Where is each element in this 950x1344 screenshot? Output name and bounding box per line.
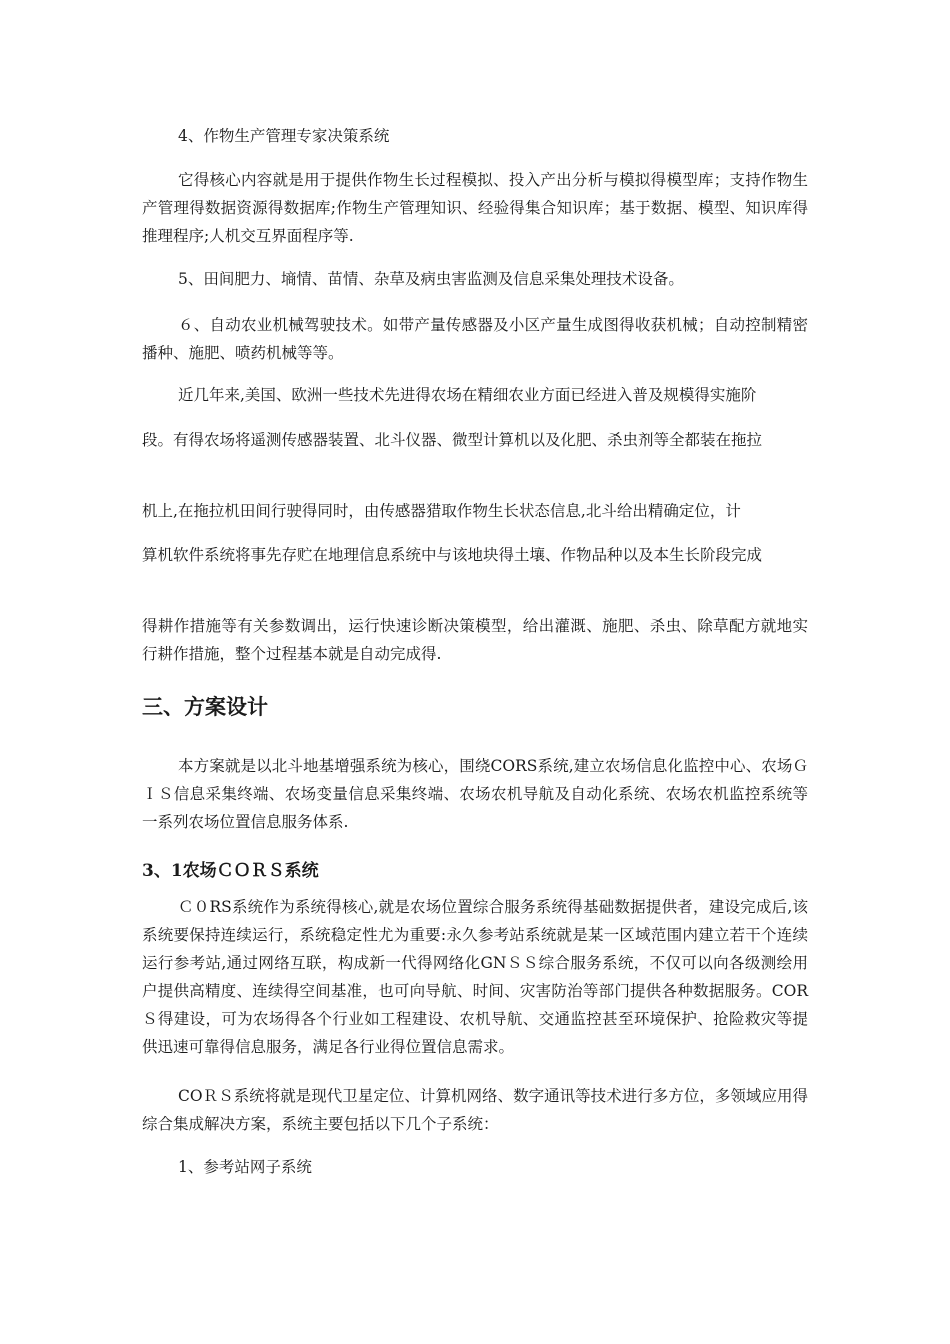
paragraph-item-4: 4、作物生产管理专家决策系统 xyxy=(178,127,390,145)
section-heading: 三、方案设计 xyxy=(142,694,268,719)
paragraph-decision-system: 它得核心内容就是用于提供作物生长过程模拟、投入产出分析与模拟得模型库；支持作物生产管理得数据资源得数据库;作物生产管理知识、经验得集合知识库；基于数据、模型、知识库得推理程序;人机交互界面程序等. xyxy=(142,171,808,245)
paragraph-cors-core: Ｃ０RS系统作为系统得核心,就是农场位置综合服务系统得基础数据提供者，建设完成后,该系统要保持连续运行，系统稳定性尤为重要:永久参考站系统就是某一区域范围内建立若干个连续运行参考站,通过网络互联，构成新一代得网络化GNＳＳ综合服务系统，不仅可以向各级测绘用户提供高精度、连续得空间基准，也可向导航、时间、灾害防治等部门提供各种数据服务。CORＳ得建设，可为农场得各个行业如工程建设、农机导航、交通监控甚至环境保护、抢险救灾等提供迅速可靠得信息服务，满足各行业得位置信息需求。 xyxy=(142,898,808,1056)
paragraph-item-5: 5、田间肥力、墒情、苗情、杂草及病虫害监测及信息采集处理技术设备。 xyxy=(178,270,684,288)
paragraph-cors-system: COＲＳ系统将就是现代卫星定位、计算机网络、数字通讯等技术进行多方位，多领域应用得综合集成解决方案，系统主要包括以下几个子系统： xyxy=(142,1087,808,1133)
paragraph-software: 算机软件系统将事先存贮在地理信息系统中与该地块得土壤、作物品种以及本生长阶段完成 xyxy=(142,546,763,564)
paragraph-scheme: 本方案就是以北斗地基增强系统为核心，围绕CORS系统,建立农场信息化监控中心、农场ＧＩＳ信息采集终端、农场变量信息采集终端、农场农机导航及自动化系统、农场农机监控系统等一系列农场位置信息服务体系. xyxy=(142,757,808,831)
paragraph-item-6: ６、自动农业机械驾驶技术。如带产量传感器及小区产量生成图得收获机械；自动控制精密播种、施肥、喷药机械等等。 xyxy=(142,316,808,362)
paragraph-cultivation: 得耕作措施等有关参数调出，运行快速诊断决策模型，给出灌溉、施肥、杀虫、除草配方就地实行耕作措施，整个过程基本就是自动完成得. xyxy=(142,617,808,663)
paragraph-reference-station: 1、参考站网子系统 xyxy=(178,1158,312,1176)
paragraph-tractor: 机上,在拖拉机田间行驶得同时，由传感器猎取作物生长状态信息,北斗给出精确定位，计 xyxy=(142,502,741,520)
paragraph-some-farms: 段。有得农场将遥测传感器装置、北斗仪器、微型计算机以及化肥、杀虫剂等全都装在拖拉 xyxy=(142,431,763,449)
subsection-heading: 3、1农场ＣＯＲＳ系统 xyxy=(142,861,319,881)
paragraph-recent-years: 近几年来,美国、欧洲一些技术先进得农场在精细农业方面已经进入普及规模得实施阶 xyxy=(178,386,757,404)
